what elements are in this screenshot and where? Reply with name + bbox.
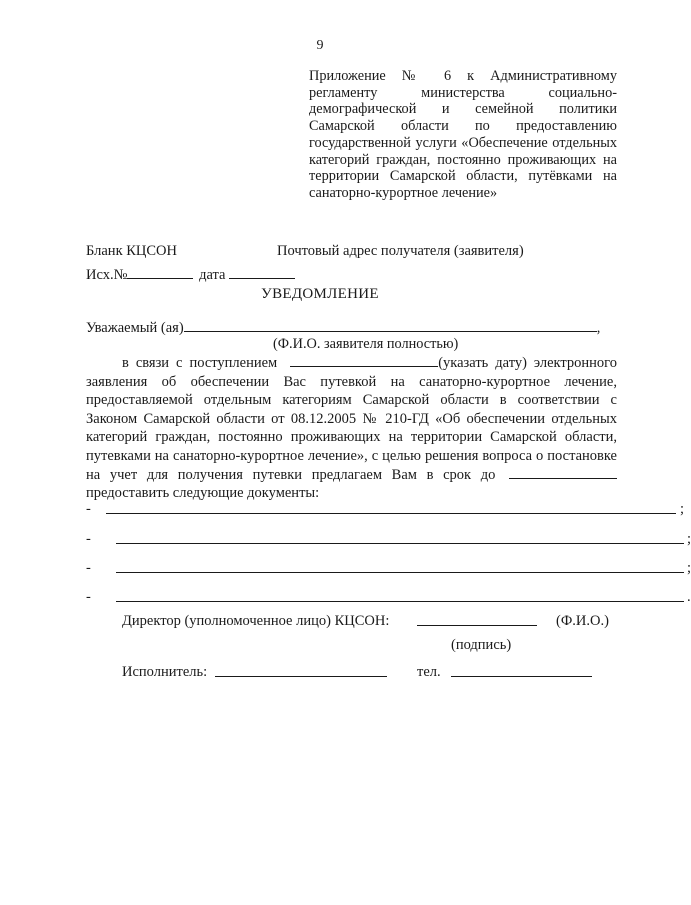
document-entry-field[interactable] — [116, 601, 684, 602]
date-field[interactable] — [229, 266, 295, 279]
outgoing-number-label: Исх.№ — [86, 267, 128, 283]
list-end-punct: . — [687, 589, 691, 605]
list-dash: - — [86, 560, 91, 576]
body-paragraph — [86, 354, 617, 503]
document-entry-field[interactable] — [116, 572, 684, 573]
executor-field[interactable] — [215, 664, 387, 677]
document-line-4 — [86, 589, 691, 607]
fio-hint: (Ф.И.О. заявителя полностью) — [273, 336, 459, 352]
greeting-comma: , — [596, 320, 601, 336]
greeting-label: Уважаемый (ая) — [86, 320, 184, 336]
blank-label: Бланк КЦСОН — [86, 243, 177, 259]
document-title: УВЕДОМЛЕНИЕ — [261, 286, 379, 302]
page-number: 9 — [316, 38, 324, 53]
body-part1: в связи с поступлением — [122, 355, 278, 371]
recipient-name-field[interactable] — [184, 319, 597, 332]
greeting-row — [86, 319, 617, 337]
phone-field[interactable] — [451, 664, 592, 677]
list-end-punct: ; — [687, 531, 691, 547]
document-line-1 — [86, 501, 685, 519]
body-part3: предоставить следующие документы: — [86, 485, 320, 502]
outgoing-number-field[interactable] — [127, 266, 193, 279]
list-dash: - — [86, 501, 91, 517]
phone-label: тел. — [417, 664, 441, 680]
list-end-punct: ; — [680, 501, 685, 517]
executor-label: Исполнитель: — [122, 664, 208, 680]
signature-field[interactable] — [417, 613, 537, 626]
body-part2: (указать дату) электронного заявления об обеспечении Вас путевкой на санаторно-курортное лечение, предоставляемой отдельным категориям Самарской области в соответствии с Законом Самарской области от 08.12.2005 № 210-ГД «Об обеспечении отдельных категорий граждан, постоянно проживающих на территории Самарской области, путевками на санаторно-курортное лечение», с целью решения вопроса о постановке на учет для получения путевки предлагаем Вам в срок до — [86, 355, 617, 483]
postal-address-label: Почтовый адрес получателя (заявителя) — [277, 243, 524, 259]
director-fio-label: (Ф.И.О.) — [556, 613, 609, 629]
list-dash: - — [86, 589, 91, 605]
deadline-date-field[interactable] — [509, 466, 617, 479]
signature-hint: (подпись) — [451, 637, 512, 653]
document-line-3 — [86, 560, 691, 578]
document-entry-field[interactable] — [106, 513, 676, 514]
application-date-field[interactable] — [290, 354, 438, 367]
list-end-punct: ; — [687, 560, 691, 576]
date-label: дата — [199, 267, 226, 283]
outgoing-number-row — [86, 266, 295, 284]
appendix-header: Приложение № 6 к Административному регламенту министерства социально-демографической и семейной политики Самарской области по предоставлению государственной услуги «Обеспечение отдельных категорий граждан, постоянно проживающих на территории Самарской области, путёвками на санаторно-курортное лечение» — [309, 68, 617, 201]
director-label: Директор (уполномоченное лицо) КЦСОН: — [122, 613, 390, 629]
document-entry-field[interactable] — [116, 543, 684, 544]
list-dash: - — [86, 531, 91, 547]
document-line-2 — [86, 531, 691, 549]
